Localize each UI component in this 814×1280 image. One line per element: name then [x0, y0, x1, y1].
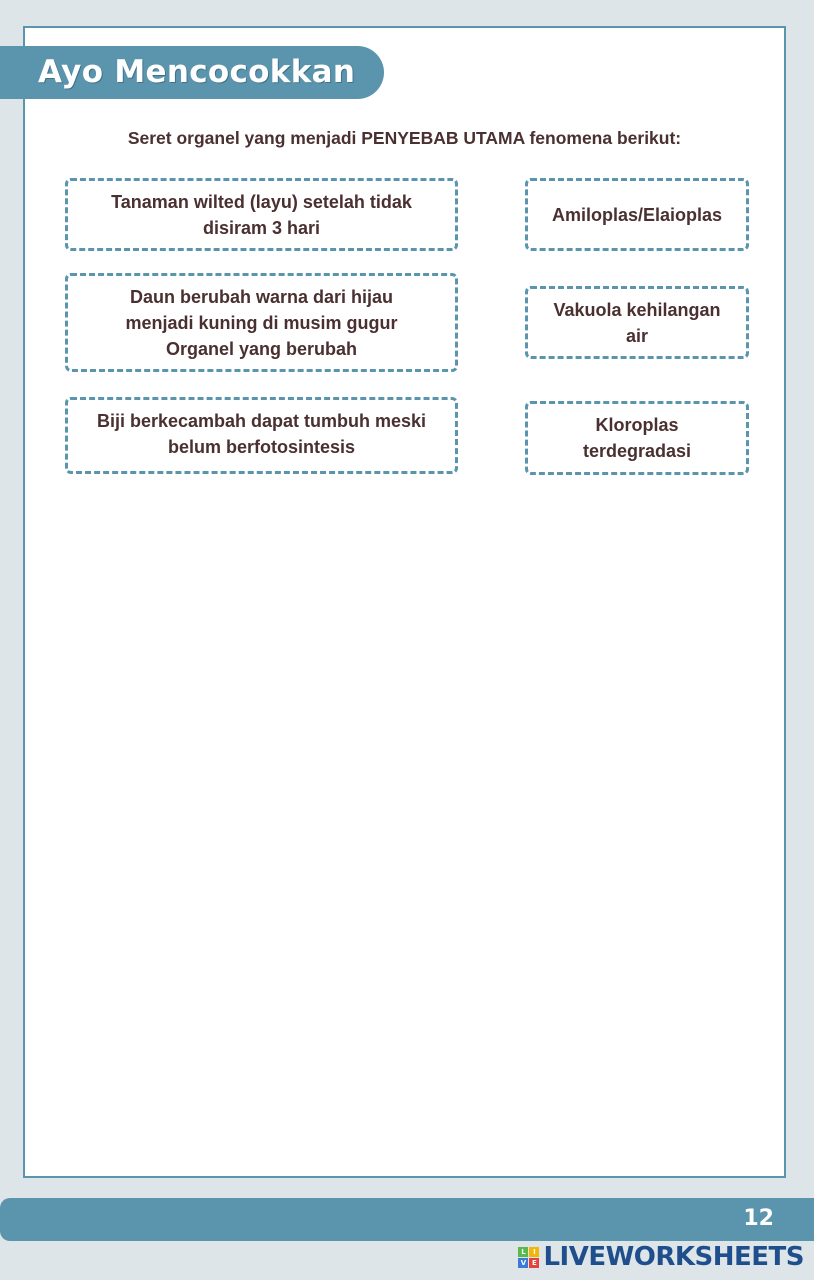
question-card-1-line-2: disiram 3 hari — [202, 217, 321, 238]
answer-card-3-line-2: terdegradasi — [582, 441, 692, 461]
footer-bar — [0, 1198, 814, 1241]
page-title: Ayo Mencocokkan — [38, 54, 356, 90]
question-card-2[interactable] — [65, 273, 458, 372]
question-card-3[interactable] — [65, 397, 458, 474]
question-card-3-line-2: belum berfotosintesis — [167, 437, 356, 457]
brand-text: LIVEWORKSHEETS — [543, 1242, 804, 1272]
liveworksheets-logo-icon — [518, 1247, 539, 1268]
question-card-2-line-3: Organel yang berubah — [165, 338, 358, 359]
page-number: 12 — [743, 1206, 774, 1231]
liveworksheets-brand — [518, 1241, 804, 1273]
instruction-text: Seret organel yang menjadi PENYEBAB UTAMA fenomena berikut: — [127, 128, 682, 148]
question-card-3-line-1: Biji berkecambah dapat tumbuh meski — [96, 411, 427, 431]
answer-card-1-line-1: Amiloplas/Elaioplas — [551, 204, 723, 225]
question-card-1-line-1: Tanaman wilted (layu) setelah tidak — [111, 191, 412, 212]
question-card-2-line-1: Daun berubah warna dari hijau — [129, 286, 394, 307]
logo-cell-2: I — [529, 1247, 539, 1257]
question-card-1[interactable] — [65, 178, 458, 251]
logo-cell-4: E — [529, 1258, 539, 1268]
answer-card-2-line-2: air — [625, 325, 649, 346]
question-card-2-line-2: menjadi kuning di musim gugur — [125, 312, 398, 333]
answer-card-kloroplas[interactable] — [525, 401, 749, 475]
answer-card-2-line-1: Vakuola kehilangan — [553, 299, 721, 320]
answer-card-vakuola[interactable] — [525, 286, 749, 359]
answer-card-3-line-1: Kloroplas — [595, 415, 679, 435]
logo-cell-1: L — [518, 1247, 528, 1257]
answer-card-amiloplas[interactable] — [525, 178, 749, 251]
logo-cell-3: V — [518, 1258, 528, 1268]
